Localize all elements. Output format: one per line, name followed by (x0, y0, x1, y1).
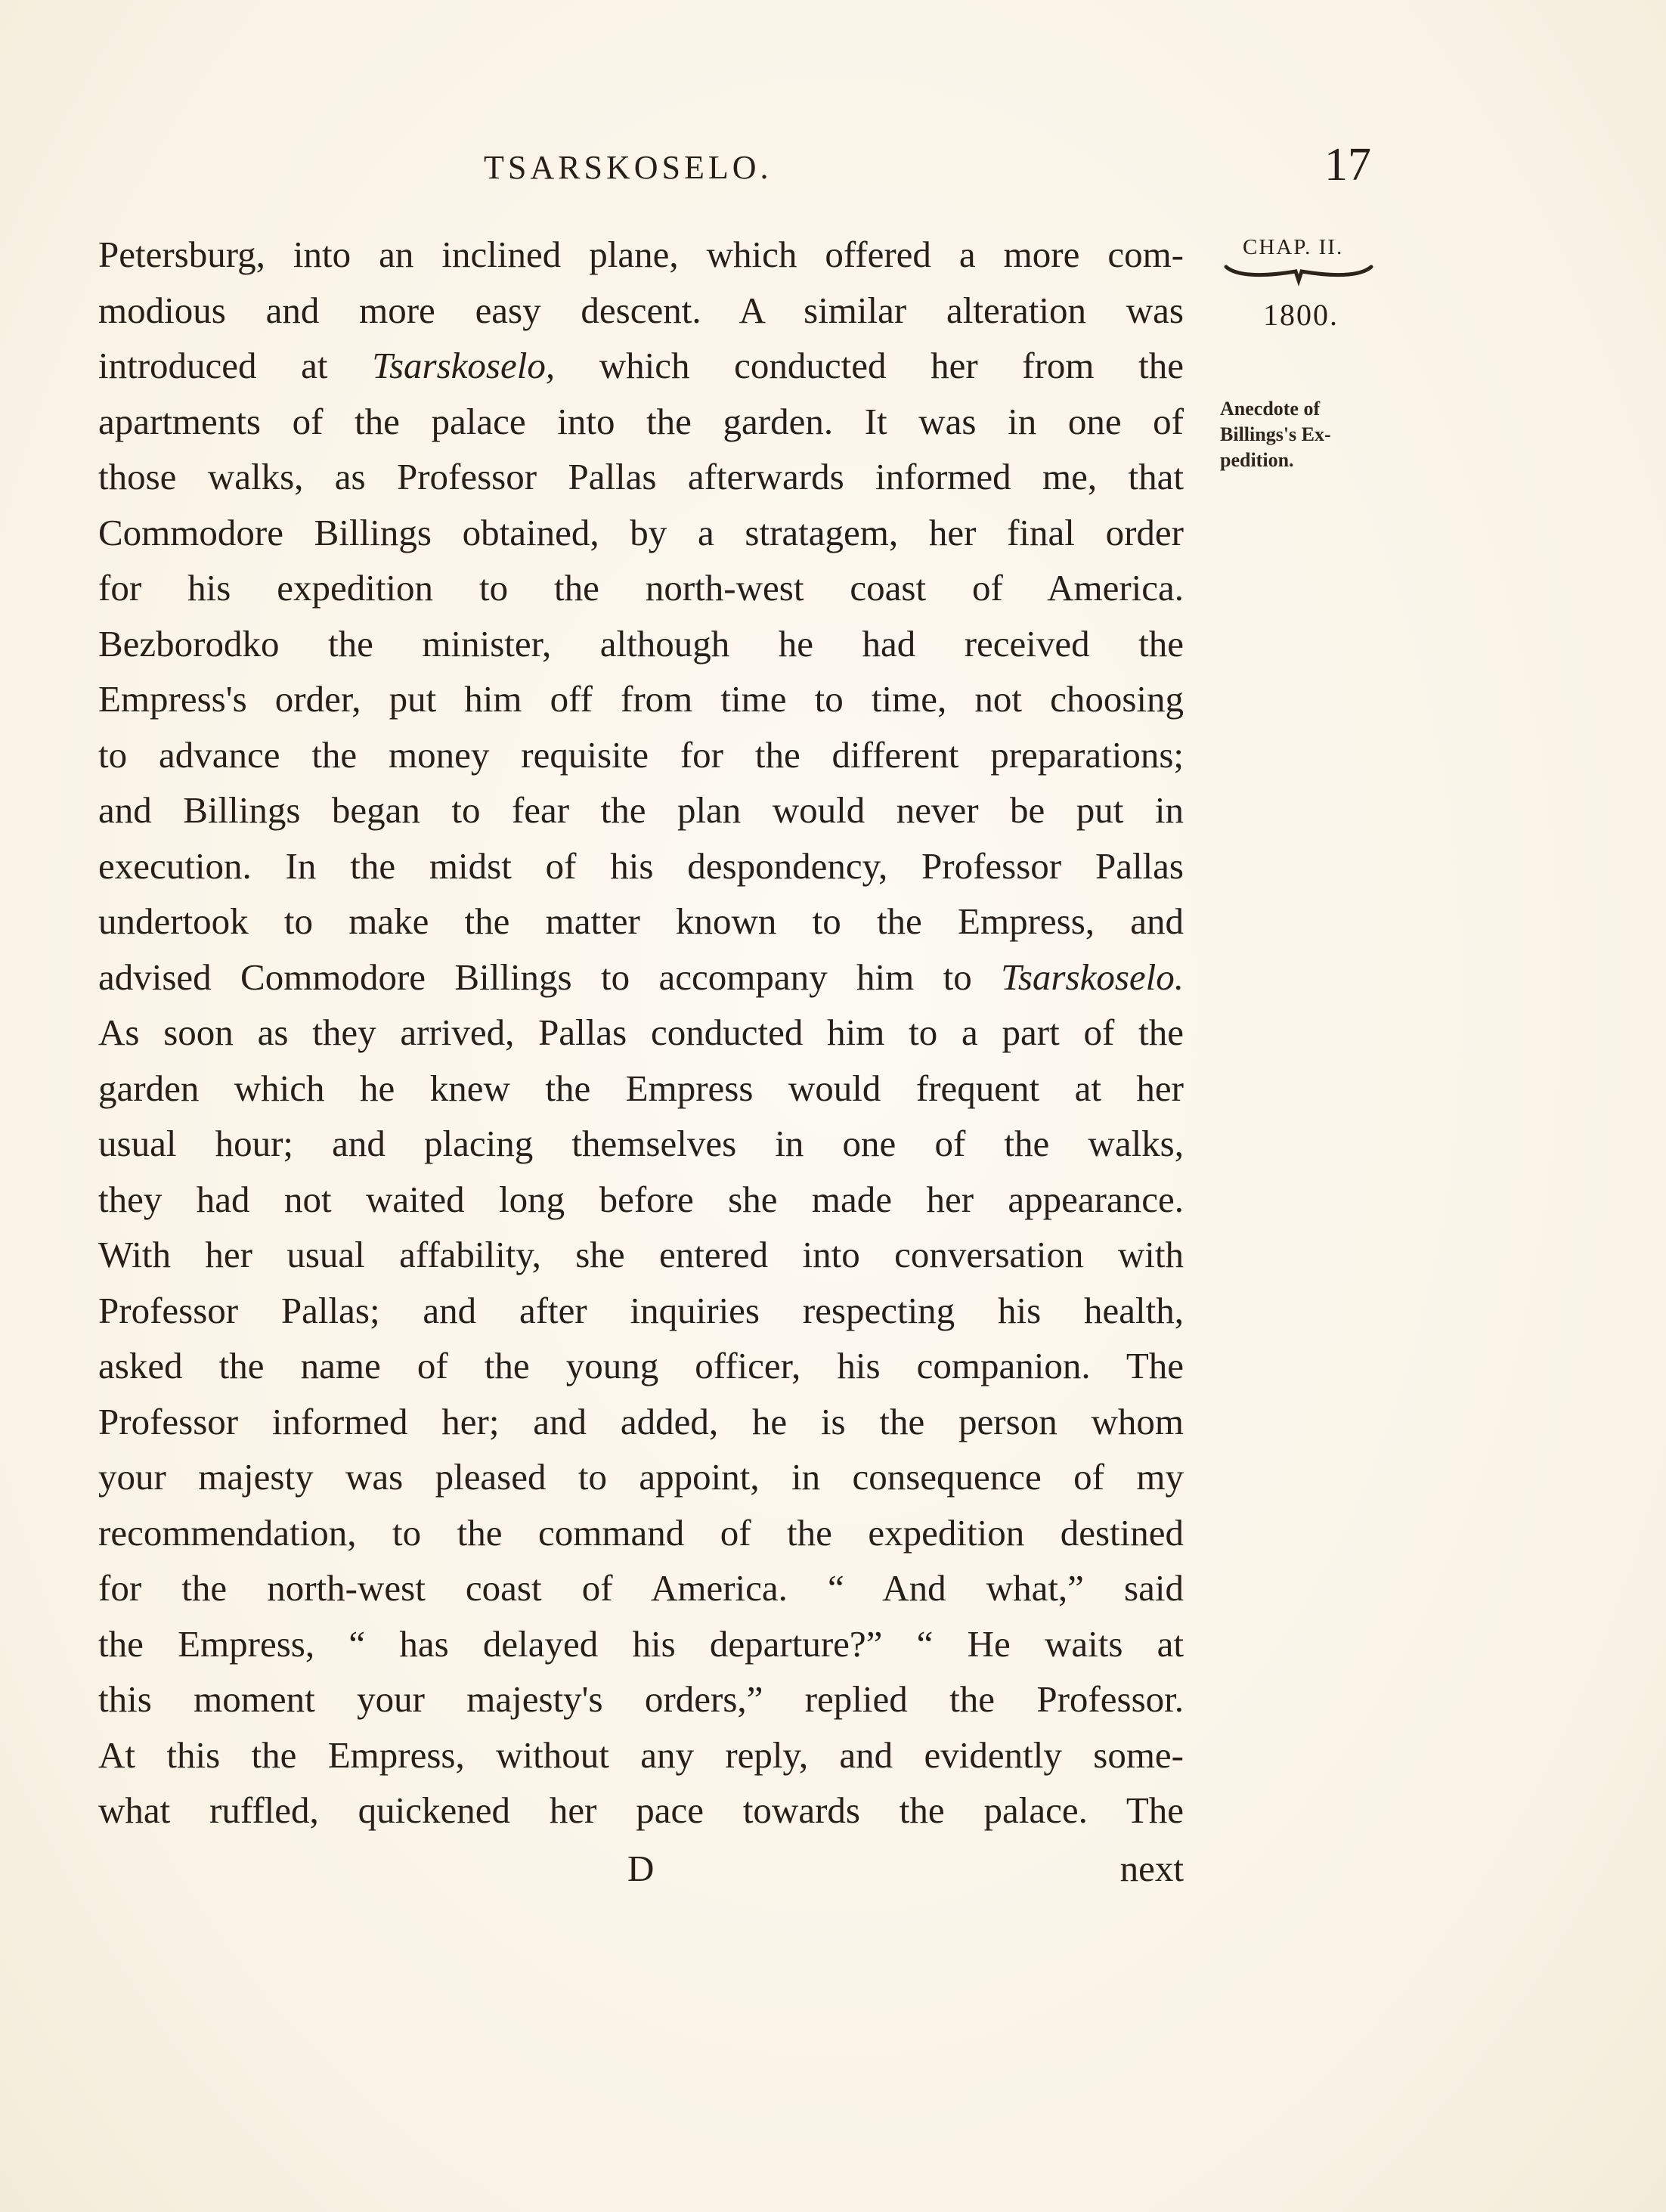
text-line: modious and more easy descent. A similar alteration was (98, 289, 1184, 331)
place-name-italic: Tsarskoselo, (372, 345, 556, 386)
text-span: advised Commodore Billings to accompany him to (98, 956, 972, 998)
page-footer (98, 1847, 1184, 1900)
text-line: asked the name of the young officer, his companion. The (98, 1345, 1184, 1386)
signature-mark: D (627, 1848, 655, 1889)
margin-note-line: Anecdote of (1220, 398, 1321, 420)
margin-note-line: Billings's Ex- (1220, 423, 1331, 445)
margin-chapter: CHAP. II. (1243, 235, 1344, 259)
text-line: and Billings began to fear the plan would never be put in (98, 789, 1184, 831)
margin-note (1220, 396, 1331, 473)
body-text (98, 227, 1184, 1839)
text-line (98, 338, 1184, 394)
brace-ornament (1223, 261, 1374, 291)
place-name-italic: Tsarskoselo. (1001, 956, 1184, 998)
text-line: what ruffled, quickened her pace towards the palace. The (98, 1789, 1184, 1831)
text-line: Professor Pallas; and after inquiries respecting his health, (98, 1289, 1184, 1331)
text-line: for his expedition to the north-west coast of America. (98, 567, 1184, 609)
margin-year: 1800. (1263, 298, 1339, 332)
text-line: Bezborodko the minister, although he had received the (98, 622, 1184, 665)
text-line: garden which he knew the Empress would frequent at her (98, 1067, 1184, 1109)
text-line: usual hour; and placing themselves in one of the walks, (98, 1123, 1184, 1164)
text-line: for the north-west coast of America. “ And what,” said (98, 1567, 1184, 1609)
text-line: to advance the money requisite for the different preparations; (98, 733, 1184, 776)
text-span: introduced at (98, 345, 328, 386)
text-line (98, 950, 1184, 1005)
running-head: TSARSKOSELO. (484, 149, 773, 186)
text-line: apartments of the palace into the garden. It was in one of (98, 400, 1184, 442)
text-line: they had not waited long before she made her appearance. (98, 1178, 1184, 1220)
text-line: the Empress, “ has delayed his departure?” “ He waits at (98, 1622, 1184, 1665)
text-line: With her usual affability, she entered into conversation with (98, 1234, 1184, 1275)
text-line: undertook to make the matter known to the Empress, and (98, 900, 1184, 942)
text-line: Professor informed her; and added, he is the person whom (98, 1400, 1184, 1442)
text-line: recommendation, to the command of the expedition destined (98, 1511, 1184, 1554)
text-line: Empress's order, put him off from time to time, not choosing (98, 678, 1184, 720)
text-line: Petersburg, into an inclined plane, which offered a more com- (98, 234, 1184, 275)
text-line: those walks, as Professor Pallas afterwards informed me, that (98, 456, 1184, 497)
text-line: your majesty was pleased to appoint, in consequence of my (98, 1456, 1184, 1498)
text-line: Commodore Billings obtained, by a stratagem, her final order (98, 511, 1184, 553)
text-line: As soon as they arrived, Pallas conducted him to a part of the (98, 1012, 1184, 1053)
catchword: next (1119, 1848, 1184, 1889)
text-line: this moment your majesty's orders,” replied the Professor. (98, 1678, 1184, 1720)
text-span: which conducted her from the (599, 345, 1184, 386)
page-number: 17 (1324, 139, 1371, 191)
text-line: execution. In the midst of his despondency, Professor Pallas (98, 844, 1184, 887)
text-line: At this the Empress, without any reply, and evidently some- (98, 1733, 1184, 1776)
margin-note-line: pedition. (1220, 449, 1294, 471)
